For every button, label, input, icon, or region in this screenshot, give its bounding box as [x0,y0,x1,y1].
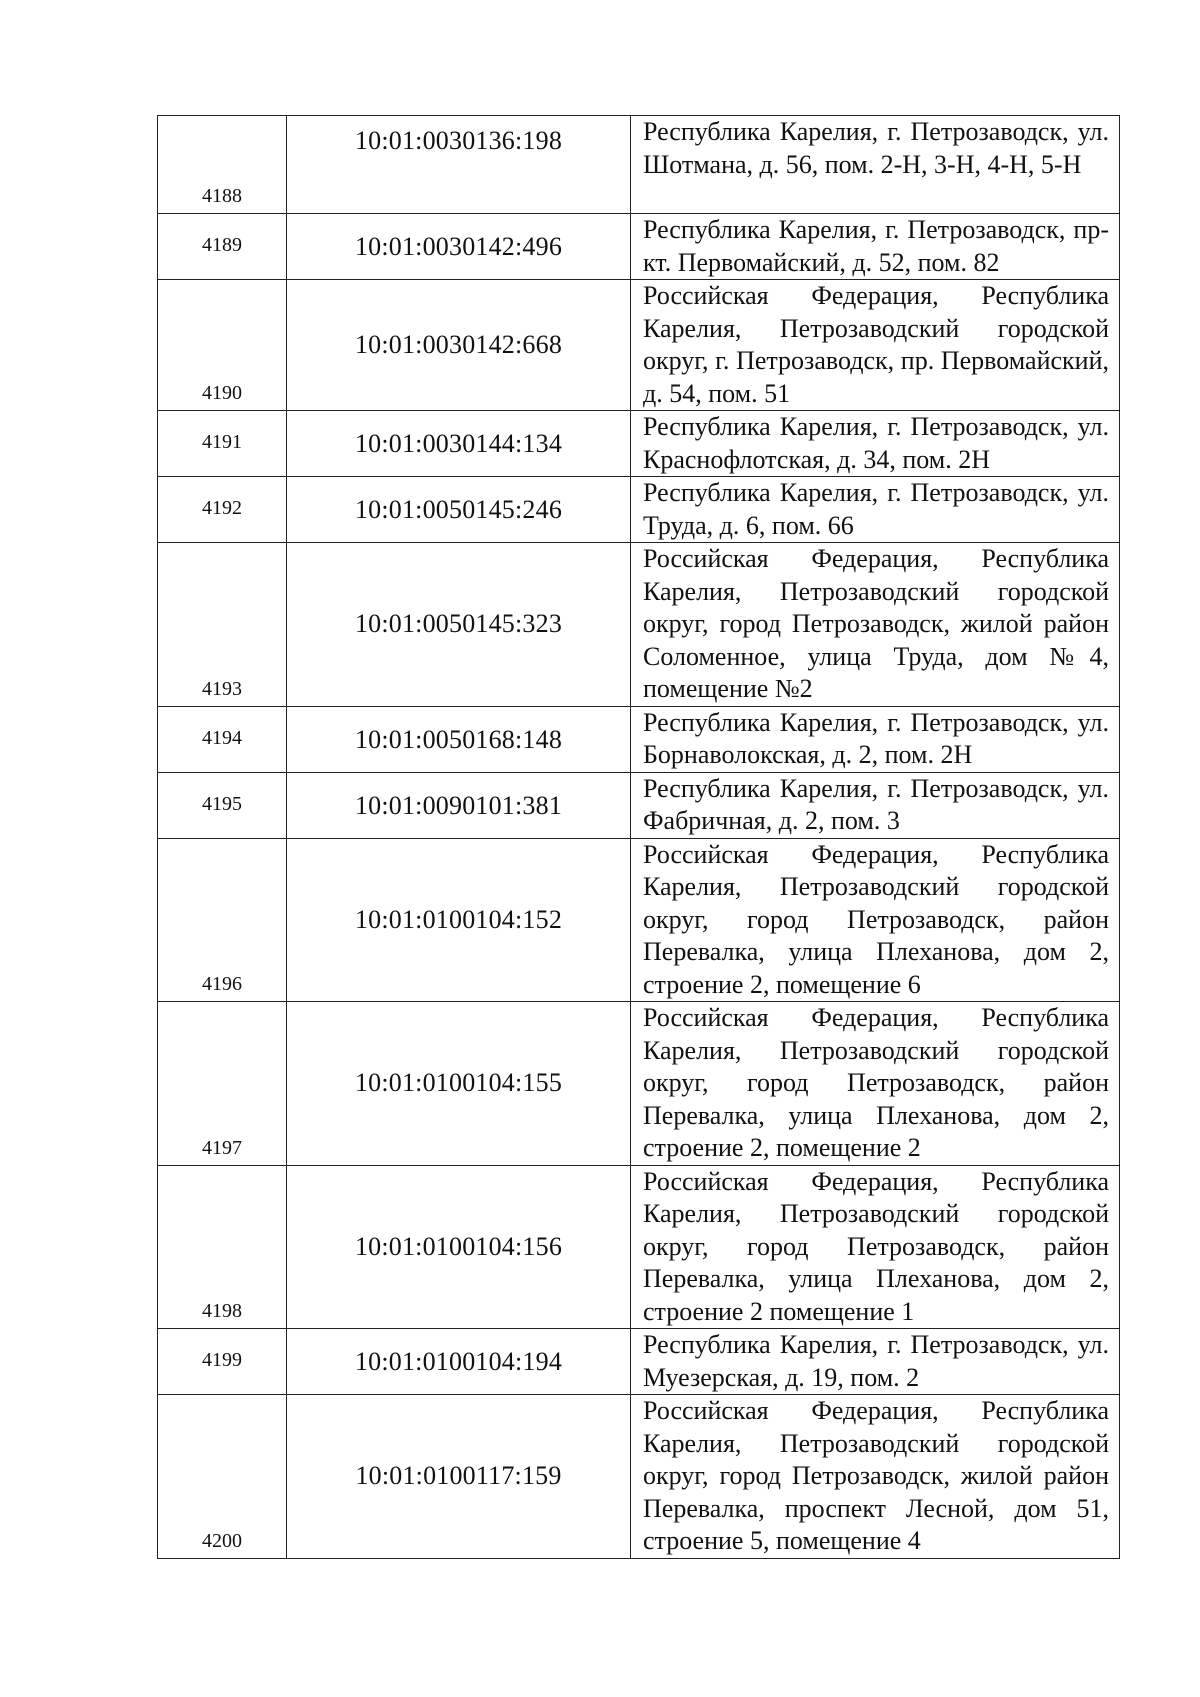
row-number: 4188 [202,185,242,207]
document-page [157,115,1119,1559]
row-number-cell [158,1002,287,1166]
address: Российская Федерация, Республика Карелия, Петрозаводский городской округ, город Петрозаводск, район Перевалка, улица Плеханова, дом 2, строение 2, помещение 6 [643,839,1109,999]
row-number-cell [158,1165,287,1329]
address-cell [631,116,1120,214]
row-number: 4199 [202,1349,242,1371]
row-number: 4193 [202,677,242,700]
row-number-cell [158,1395,287,1559]
table-row [158,477,1120,543]
cadastral-cell [287,280,631,411]
cadastral-cell [287,116,631,214]
cadastral-number: 10:01:0100104:152 [354,904,563,934]
address: Республика Карелия, г. Петрозаводск, ул. Муезерская, д. 19, пом. 2 [643,1330,1109,1392]
row-number: 4197 [202,1136,242,1159]
cadastral-cell [287,1002,631,1166]
address: Российская Федерация, Республика Карелия, Петрозаводский городской округ, город Петрозаводск, район Перевалка, улица Плеханова, дом 2, строение 2 помещение 1 [643,1166,1109,1326]
row-number-cell [158,477,287,543]
cadastral-number: 10:01:0100104:155 [354,1068,563,1097]
property-table [157,115,1120,1559]
address-cell [631,411,1120,477]
cadastral-cell [287,1165,631,1329]
cadastral-cell [287,838,631,1002]
address-cell [631,1002,1120,1166]
table-row [158,1329,1120,1395]
cadastral-number: 10:01:0050145:246 [354,495,563,524]
cadastral-number: 10:01:0030136:198 [354,126,563,155]
address: Республика Карелия, г. Петрозаводск, ул. Шотмана, д. 56, пом. 2-Н, 3-Н, 4-Н, 5-Н [643,117,1109,179]
cadastral-number: 10:01:0030142:668 [354,330,563,359]
cadastral-cell [287,214,631,280]
table-row [158,543,1120,707]
address-cell [631,706,1120,772]
cadastral-cell [287,706,631,772]
address: Российская Федерация, Республика Карелия, Петрозаводский городской округ, г. Петрозаводск, пр. Первомайский, д. 54, пом. 51 [643,281,1109,408]
address: Республика Карелия, г. Петрозаводск, пр-кт. Первомайский, д. 52, пом. 82 [643,215,1109,277]
address-cell [631,543,1120,707]
table-row [158,411,1120,477]
address: Республика Карелия, г. Петрозаводск, ул. Борнаволокская, д. 2, пом. 2Н [643,707,1109,769]
cadastral-number: 10:01:0100104:194 [354,1347,563,1376]
cadastral-cell [287,477,631,543]
address-cell [631,838,1120,1002]
row-number: 4198 [202,1300,242,1322]
row-number-cell [158,1329,287,1395]
cadastral-cell [287,543,631,707]
address-cell [631,1329,1120,1395]
row-number-cell [158,772,287,838]
address-cell [631,1165,1120,1329]
address: Республика Карелия, г. Петрозаводск, ул. Труда, д. 6, пом. 66 [643,478,1109,540]
table-row [158,1165,1120,1329]
cadastral-cell [287,772,631,838]
address-cell [631,772,1120,838]
table-row [158,214,1120,280]
row-number-cell [158,214,287,280]
cadastral-cell [287,1329,631,1395]
table-row [158,1395,1120,1559]
cadastral-number: 10:01:0050145:323 [354,609,563,638]
cadastral-number: 10:01:0090101:381 [354,790,563,820]
address: Республика Карелия, г. Петрозаводск, ул. Краснофлотская, д. 34, пом. 2Н [643,412,1109,474]
address-cell [631,280,1120,411]
row-number: 4195 [202,792,242,815]
table-row [158,280,1120,411]
table-row [158,706,1120,772]
cadastral-number: 10:01:0030144:134 [354,429,563,458]
cadastral-number: 10:01:0100104:156 [354,1231,563,1261]
row-number: 4191 [202,431,242,453]
row-number-cell [158,280,287,411]
cadastral-cell [287,411,631,477]
table-row [158,1002,1120,1166]
row-number-cell [158,116,287,214]
address: Российская Федерация, Республика Карелия, Петрозаводский городской округ, город Петрозаводск, жилой район Перевалка, проспект Лесной, дом 51, строение 5, помещение 4 [643,1396,1109,1555]
address: Республика Карелия, г. Петрозаводск, ул. Фабричная, д. 2, пом. 3 [643,773,1109,835]
table-row [158,116,1120,214]
cadastral-cell [287,1395,631,1559]
row-number-cell [158,838,287,1002]
row-number: 4194 [202,726,242,749]
row-number-cell [158,543,287,707]
address: Российская Федерация, Республика Карелия, Петрозаводский городской округ, город Петрозаводск, район Перевалка, улица Плеханова, дом 2, строение 2, помещение 2 [643,1003,1109,1162]
table-row [158,772,1120,838]
address-cell [631,477,1120,543]
row-number: 4190 [202,382,242,404]
address: Российская Федерация, Республика Карелия, Петрозаводский городской округ, город Петрозаводск, жилой район Соломенное, улица Труда, дом №4, помещение №2 [643,544,1109,703]
row-number-cell [158,411,287,477]
address-cell [631,214,1120,280]
cadastral-number: 10:01:0050168:148 [354,724,563,754]
cadastral-number: 10:01:0030142:496 [354,232,563,261]
cadastral-number: 10:01:0100117:159 [355,1461,562,1490]
table-row [158,838,1120,1002]
row-number: 4189 [202,234,242,256]
address-cell [631,1395,1120,1559]
row-number: 4200 [202,1529,242,1552]
row-number: 4196 [202,973,242,995]
row-number-cell [158,706,287,772]
row-number: 4192 [202,497,242,519]
